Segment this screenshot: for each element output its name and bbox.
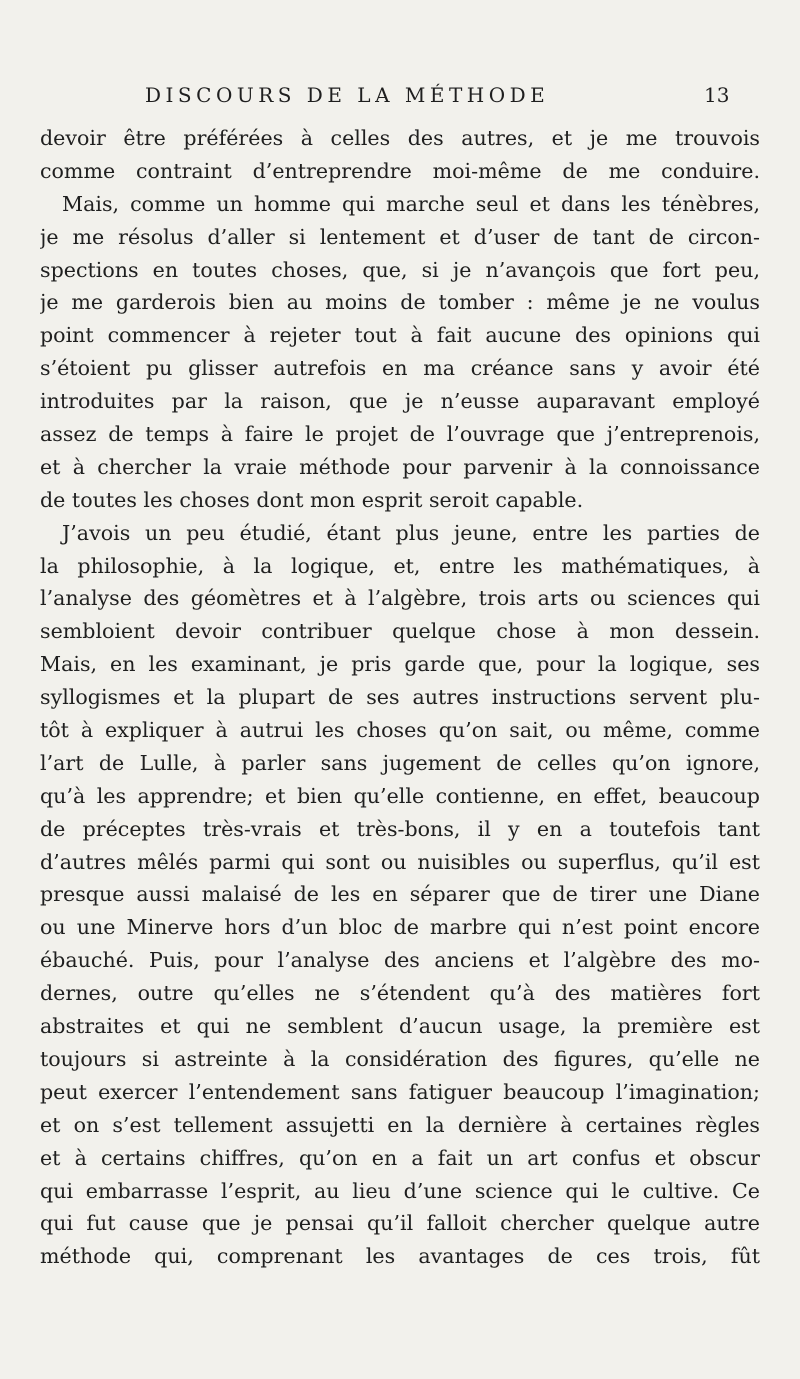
text-line: abstraites et qui ne semblent d’aucun usage, la première est [40,1014,760,1039]
running-head [0,80,800,110]
text-line: dernes, outre qu’elles ne s’étendent qu’à des matières fort [40,981,760,1006]
text-line: J’avois un peu étudié, étant plus jeune, entre les parties de [62,520,760,545]
text-line: tôt à expliquer à autrui les choses qu’on sait, ou même, comme [40,718,760,743]
text-line: toujours si astreinte à la considération des figures, qu’elle ne [40,1046,760,1071]
text-line: d’autres mêlés parmi qui sont ou nuisibles ou superflus, qu’il est [40,849,760,874]
text-line: presque aussi malaisé de les en séparer que de tirer une Diane [40,882,760,907]
text-line: la philosophie, à la logique, et, entre les mathématiques, à [40,553,760,578]
text-line: ou une Minerve hors d’un bloc de marbre qui n’est point encore [40,915,760,940]
text-line: ébauché. Puis, pour l’analyse des anciens et l’algèbre des mo- [40,948,760,973]
text-line: qu’à les apprendre; et bien qu’elle contienne, en effet, beaucoup [40,783,760,808]
text-line: et à chercher la vraie méthode pour parvenir à la connoissance [40,454,760,479]
running-title: DISCOURS DE LA MÉTHODE [145,83,550,107]
text-line: méthode qui, comprenant les avantages de ces trois, fût [40,1244,760,1269]
text-line: l’analyse des géomètres et à l’algèbre, trois arts ou sciences qui [40,586,760,611]
text-line: et à certains chiffres, qu’on en a fait un art confus et obscur [40,1145,760,1170]
text-line: devoir être préférées à celles des autres, et je me trouvois [40,126,760,150]
text-line: assez de temps à faire le projet de l’ouvrage que j’entreprenois, [40,422,760,447]
page-number: 13 [704,83,730,107]
text-line: s’étoient pu glisser autrefois en ma créance sans y avoir été [40,356,760,381]
text-line: l’art de Lulle, à parler sans jugement de celles qu’on ignore, [40,750,760,775]
text-line: de préceptes très-vrais et très-bons, il y en a toutefois tant [40,816,760,841]
text-line: syllogismes et la plupart de ses autres instructions servent plu- [40,685,760,710]
text-line: qui fut cause que je pensai qu’il falloit chercher quelque autre [40,1211,760,1236]
text-line: de toutes les choses dont mon esprit seroit capable. [40,487,584,512]
text-line: je me garderois bien au moins de tomber : même je ne voulus [40,290,760,315]
text-line: qui embarrasse l’esprit, au lieu d’une science qui le cultive. Ce [40,1178,760,1203]
text-line: introduites par la raison, que je n’eusse auparavant employé [40,389,760,414]
text-line: comme contraint d’entreprendre moi-même de me conduire. [40,158,760,183]
text-line: je me résolus d’aller si lentement et d’user de tant de circon- [40,224,760,249]
text-line: Mais, en les examinant, je pris garde que, pour la logique, ses [40,652,760,677]
body-text [40,122,760,1273]
text-line: peut exercer l’entendement sans fatiguer beaucoup l’imagination; [40,1079,760,1104]
text-line: sembloient devoir contribuer quelque chose à mon dessein. [40,619,760,644]
text-line: et on s’est tellement assujetti en la dernière à certaines règles [40,1112,760,1137]
text-line: point commencer à rejeter tout à fait aucune des opinions qui [40,323,760,348]
text-line: spections en toutes choses, que, si je n’avançois que fort peu, [40,257,760,282]
text-line: Mais, comme un homme qui marche seul et dans les ténèbres, [62,191,760,216]
